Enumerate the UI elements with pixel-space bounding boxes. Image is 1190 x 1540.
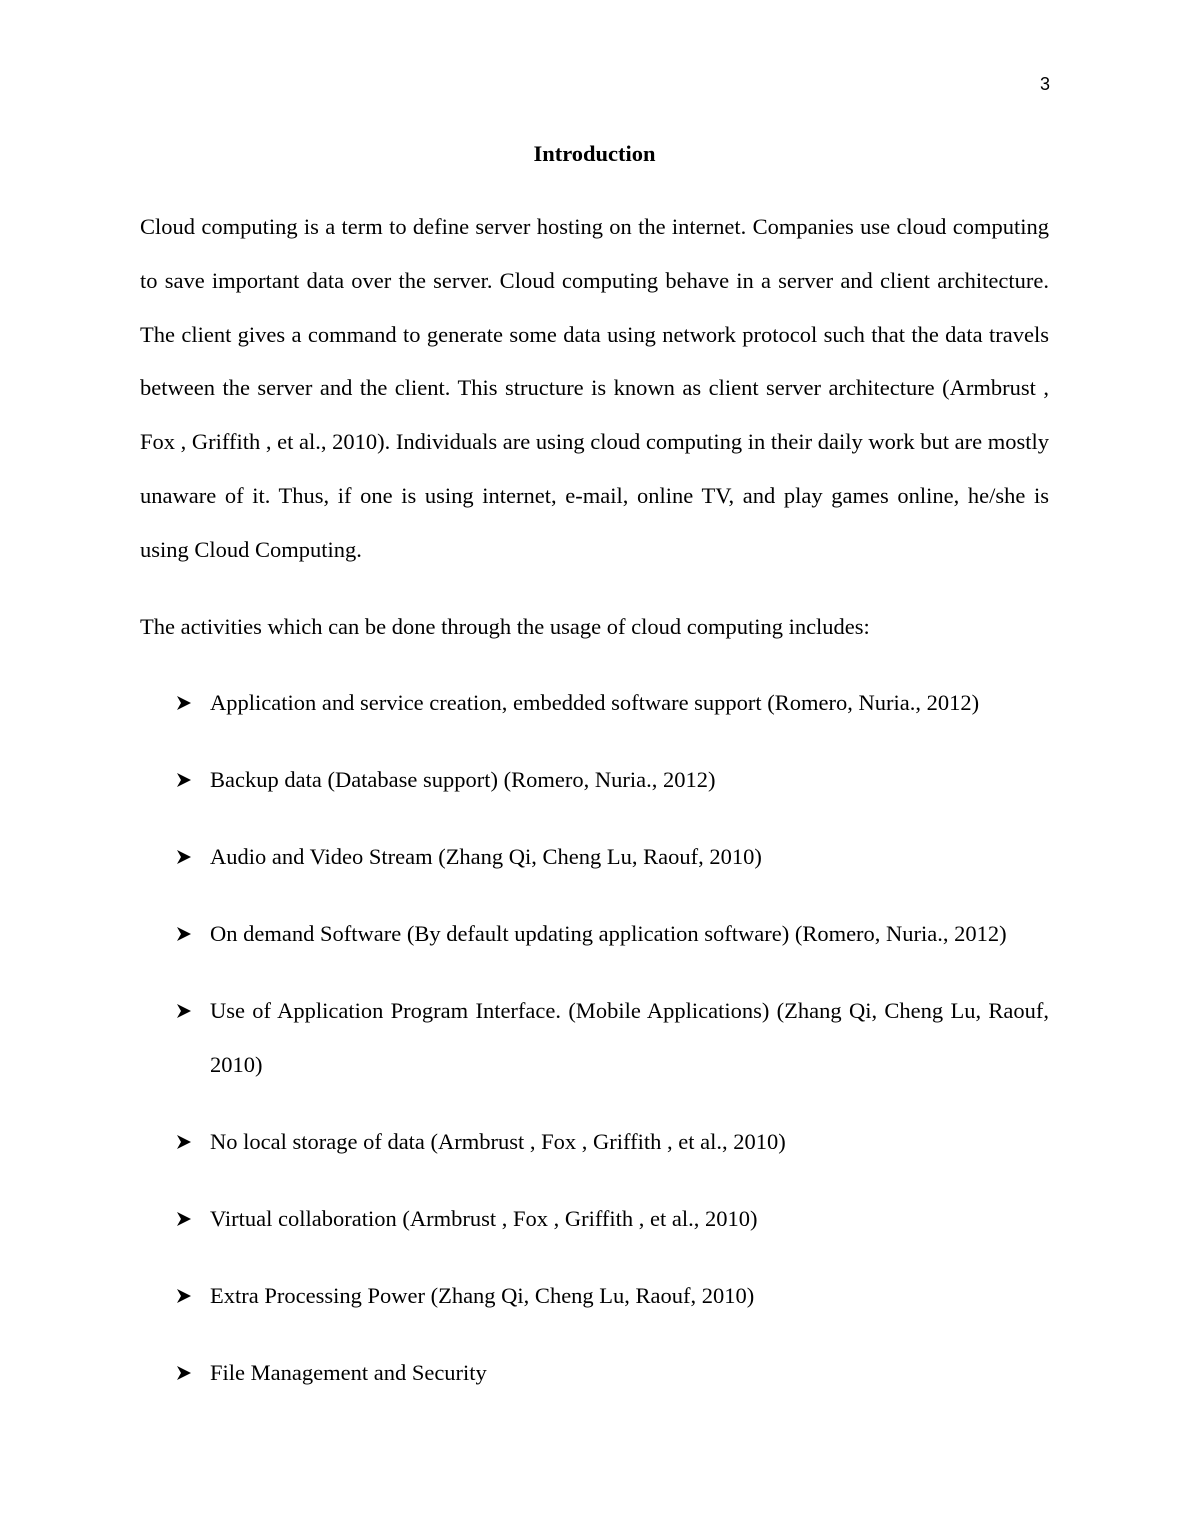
list-item-text: Application and service creation, embedded software support (Romero, Nuria., 2012) xyxy=(210,690,980,716)
activities-list xyxy=(140,676,1049,1399)
intro-paragraph: Cloud computing is a term to define server hosting on the internet. Companies use cloud computing to save important data over the server. Cloud computing behave in a server and client architecture. The client gives a command to generate some data using network protocol such that the data travels between the server and the client. This structure is known as client server architecture (Armbrust , Fox , Griffith , et al., 2010). Individuals are using cloud computing in their daily work but are mostly unaware of it. Thus, if one is using internet, e-mail, online TV, and play games online, he/she is using Cloud Computing. xyxy=(140,214,1049,562)
arrowhead-bullet-icon xyxy=(176,984,194,1038)
list-item xyxy=(140,753,1049,807)
arrowhead-bullet-icon xyxy=(176,753,194,807)
arrowhead-bullet-icon xyxy=(176,830,194,884)
arrowhead-bullet-icon xyxy=(176,1269,194,1323)
arrowhead-bullet-icon xyxy=(176,676,194,730)
arrowhead-bullet-icon xyxy=(176,1346,194,1400)
list-item-text: No local storage of data (Armbrust , Fox , Griffith , et al., 2010) xyxy=(210,1129,786,1155)
list-item xyxy=(140,984,1049,1092)
arrowhead-bullet-icon xyxy=(176,907,194,961)
section-heading: Introduction xyxy=(533,141,656,166)
list-item xyxy=(140,907,1049,961)
list-item-text: On demand Software (By default updating application software) (Romero, Nuria., 2012) xyxy=(210,921,1007,947)
list-item-text: Use of Application Program Interface. (Mobile Applications) (Zhang Qi, Cheng Lu, Raouf, 2010) xyxy=(210,998,1049,1078)
list-item xyxy=(140,1192,1049,1246)
list-item xyxy=(140,830,1049,884)
list-item-text: File Management and Security xyxy=(210,1360,487,1386)
page-number: 3 xyxy=(1039,74,1050,94)
list-item xyxy=(140,1269,1049,1323)
list-item-text: Virtual collaboration (Armbrust , Fox , Griffith , et al., 2010) xyxy=(210,1206,758,1232)
document-body xyxy=(140,137,1049,1423)
list-item-text: Audio and Video Stream (Zhang Qi, Cheng Lu, Raouf, 2010) xyxy=(210,844,762,870)
list-item xyxy=(140,1346,1049,1400)
list-item-text: Backup data (Database support) (Romero, Nuria., 2012) xyxy=(210,767,716,793)
arrowhead-bullet-icon xyxy=(176,1192,194,1246)
arrowhead-bullet-icon xyxy=(176,1115,194,1169)
activities-lead-paragraph: The activities which can be done through the usage of cloud computing includes: xyxy=(140,613,870,639)
list-item xyxy=(140,676,1049,730)
list-item-text: Extra Processing Power (Zhang Qi, Cheng Lu, Raouf, 2010) xyxy=(210,1283,755,1309)
list-item xyxy=(140,1115,1049,1169)
